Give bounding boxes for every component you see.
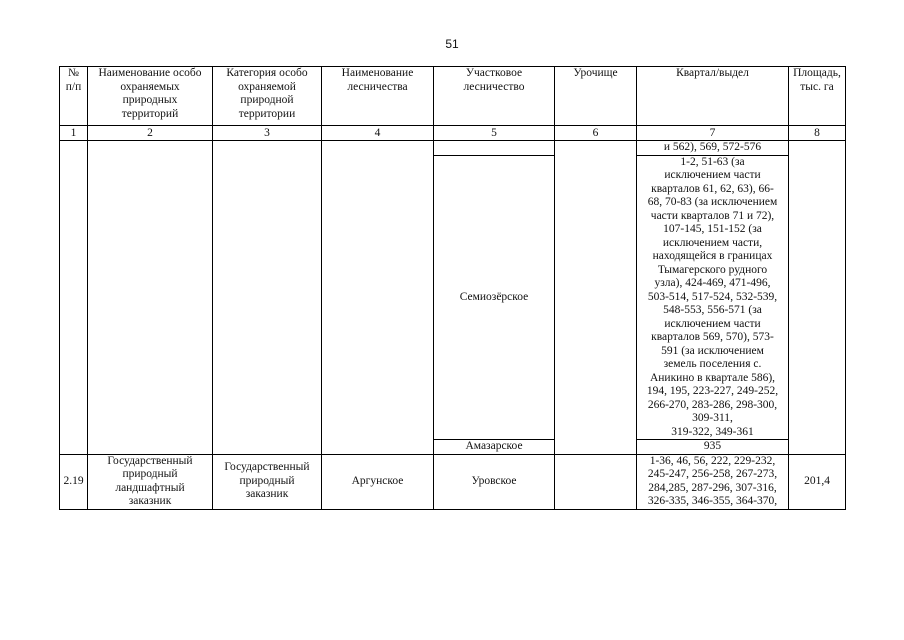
column-number: 4 (322, 126, 434, 141)
column-number-row (60, 126, 846, 141)
column-number: 8 (789, 126, 846, 141)
cell-kvartal: 1-2, 51-63 (за исключением части кварталов 61, 62, 63), 66- 68, 70-83 (за исключением части кварталов 71 и 72), 107-145, 151-152 (за исключением части, находящейся в границах Тымагерского рудного узла), 424-469, 471-496, 503-514, 517-524, 532-539, 548-553, 556-571 (за исключением части кварталов 569, 570), 573- 591 (за исключением земель поселения с. Аникино в квартале 586), 194, 195, 223-227, 249-252, 266-270, 283-286, 298-300, 309-311, 319-322, 349-361 (637, 155, 789, 440)
cell-kvartal: 1-36, 46, 56, 222, 229-232, 245-247, 256-258, 267-273, 284,285, 287-296, 307-316, 326-335, 346-355, 364-370, (637, 454, 789, 509)
column-number: 1 (60, 126, 88, 141)
column-number: 5 (434, 126, 555, 141)
cell-uchastok: Семиозёрское (434, 155, 555, 440)
cell-urochishche (555, 454, 637, 509)
column-number: 6 (555, 126, 637, 141)
column-number: 2 (88, 126, 213, 141)
cell-uchastok: Амазарское (434, 440, 555, 455)
cell-uchastok: Уровское (434, 454, 555, 509)
cell-area-empty (789, 141, 846, 455)
header-category: Категория особо охраняемой природной территории (213, 67, 322, 126)
cell-number: 2.19 (60, 454, 88, 509)
cell-lesnichestvo: Аргунское (322, 454, 434, 509)
header-number: № п/п (60, 67, 88, 126)
cell-urochishche-empty (555, 141, 637, 455)
cell-kvartal: и 562), 569, 572-576 (637, 141, 789, 156)
cell-category: Государственный природный заказник (213, 454, 322, 509)
cell-name-empty (88, 141, 213, 455)
page-number: 51 (445, 37, 459, 51)
table-row (60, 141, 846, 156)
cell-category-empty (213, 141, 322, 455)
header-name: Наименование особо охраняемых природных территорий (88, 67, 213, 126)
cell-number-empty (60, 141, 88, 455)
column-number: 7 (637, 126, 789, 141)
header-urochishche: Урочище (555, 67, 637, 126)
cell-lesnichestvo-empty (322, 141, 434, 455)
header-uchastok: Участковое лесничество (434, 67, 555, 126)
cell-kvartal: 935 (637, 440, 789, 455)
table-row (60, 454, 846, 509)
protected-areas-table (59, 66, 846, 510)
table-header-row (60, 67, 846, 126)
column-number: 3 (213, 126, 322, 141)
header-lesnichestvo: Наименование лесничества (322, 67, 434, 126)
cell-uchastok-empty (434, 141, 555, 156)
header-kvartal: Квартал/выдел (637, 67, 789, 126)
header-area: Площадь, тыс. га (789, 67, 846, 126)
cell-area: 201,4 (789, 454, 846, 509)
cell-name: Государственный природный ландшафтный заказник (88, 454, 213, 509)
